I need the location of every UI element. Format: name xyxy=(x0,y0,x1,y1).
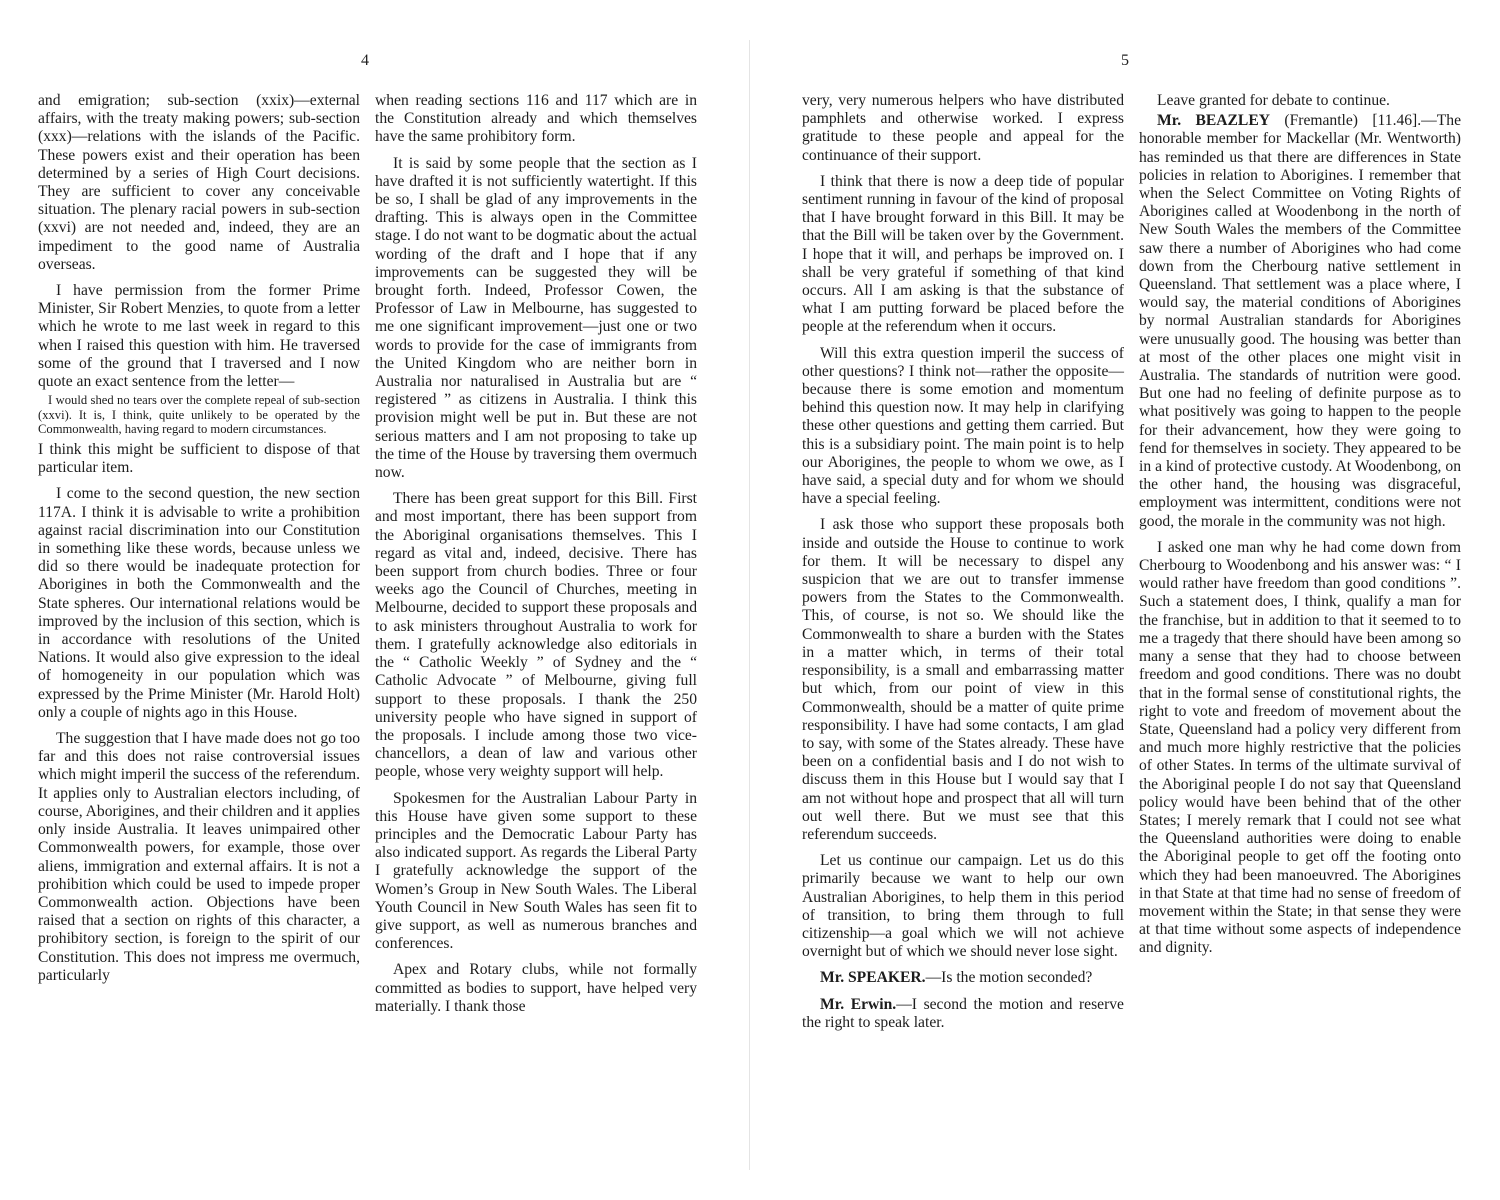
paragraph: Leave granted for debate to continue. xyxy=(1157,92,1390,109)
paragraph: I have permission from the former Prime Minister, Sir Robert Menzies, to quote from a letter which he wrote to me last week in regard to this when I raised this question with him. He traversed some of the ground that I traversed and I now quote an exact sentence from the letter— xyxy=(38,282,360,391)
paragraph: It is said by some people that the section as I have drafted it is not sufficiently watertight. If this be so, I shall be glad of any improvements in the drafting. This is always open in the Committee stage. I do not want to be dogmatic about the actual wording of the draft and I hope that if any improvements can be suggested they will be brought forth. Indeed, Professor Cowen, the Professor of Law in Melbourne, has suggested to me one significant improvement—just one or two words to provide for the case of immigrants from the United Kingdom who are neither born in Australia nor naturalised in Australia but are “ registered ” as citizens in Australia. I think this provision might well be put in. But these are not serious matters and I am not proposing to take up the time of the House by traversing them overmuch now. xyxy=(375,154,697,482)
speaker-exchange xyxy=(802,969,1124,987)
paragraph: The suggestion that I have made does not go too far and this does not raise controversial issues which might imperil the success of the referendum. It applies only to Australian electors including, of course, Aborigines, and their children and it applies only inside Australia. It leaves unimpaired other Commonwealth powers, for example, those over aliens, immigration and external affairs. It is not a prohibition which could be used to impede proper Commonwealth action. Objections have been raised that a section on rights of this character, a prohibitory section, is foreign to the spirit of our Constitution. This does not impress me overmuch, particularly xyxy=(38,730,360,984)
paragraph: Let us continue our campaign. Let us do this primarily because we want to help our own Australian Aborigines, to help them in this period of transition, to bring them through to full citizenship—a goal which we will not achieve overnight but of which we should never lose sight. xyxy=(802,852,1124,961)
paragraph: and emigration; sub-section (xxix)—external affairs, with the treaty making powers; sub-section (xxx)—relations with the islands of the Pacific. These powers exist and their operation has been determined by a series of High Court decisions. They are sufficient to cover any conceivable situation. The plenary racial powers in sub-section (xxvi) are not needed and, indeed, they are an impediment to the good name of Australia overseas. xyxy=(38,92,360,273)
speaker-name: Mr. BEAZLEY xyxy=(1157,112,1271,130)
paragraph: There has been great support for this Bill. First and most important, there has been support from the Aboriginal organisations themselves. This I regard as vital and, indeed, decisive. There has been support from church bodies. Three or four weeks ago the Council of Churches, meeting in Melbourne, decided to support these proposals and to ask ministers throughout Australia to work for them. I gratefully acknowledge also editorials in the “ Catholic Weekly ” of Sydney and the “ Catholic Advocate ” of Melbourne, giving full support to these proposals. I thank the 250 university people who have signed in support of the proposals. I include among those two vice-chancellors, a dean of law and various other people, whose very weighty support will help. xyxy=(375,490,697,781)
paragraph: I asked one man why he had come down from Cherbourg to Woodenbong and his answer was: “ I would rather have freedom than good conditions ”. Such a statement does, I think, qualify a man for the franchise, but in addition to that it seemed to to me a tragedy that there should have been among so many a sense that they had to choose between freedom and good conditions. There was no doubt that in the formal sense of constitutional rights, the right to vote and freedom of movement about the State, Queensland had a policy very different from and much more highly restrictive that the policies of other States. In terms of the ultimate survival of the Aboriginal people I do not say that Queensland policy would have been behind that of the other States; I merely remark that I could not see what the Queensland authorities were doing to enable the Aboriginal people to get off the footing onto which they had been manoeuvred. The Aborigines in that State at that time had no sense of freedom of movement within the State; in that sense they were at that time without some aspects of independence and dignity. xyxy=(1139,538,1461,957)
page-number: 5 xyxy=(1121,52,1129,69)
text-column xyxy=(802,92,1124,1032)
text-column xyxy=(1139,92,1461,958)
speech-text: —Is the motion seconded? xyxy=(925,969,1093,987)
speaker-name: Mr. Erwin. xyxy=(820,995,897,1013)
paragraph: I think that there is now a deep tide of popular sentiment running in favour of the kind of proposal that I have brought forward in this Bill. It may be that the Bill will be taken over by the Government. I hope that it will, and perhaps be improved on. I shall be very grateful if something of that kind occurs. All I am asking is that the substance of what I am putting forward be placed before the people at the referendum when it occurs. xyxy=(802,172,1124,336)
paragraph: I think this might be sufficient to dispose of that particular item. xyxy=(38,441,360,477)
paragraph: Apex and Rotary clubs, while not formally committed as bodies to support, have helped very materially. I thank those xyxy=(375,961,697,1015)
paragraph: Spokesmen for the Australian Labour Party in this House have given some support to these principles and the Democratic Labour Party has also indicated support. As regards the Liberal Party I gratefully acknowledge the support of the Women’s Group in New South Wales. The Liberal Youth Council in New South Wales has seen fit to give support, as well as numerous branches and conferences. xyxy=(375,789,697,953)
speaker-name: Mr. SPEAKER. xyxy=(820,969,926,987)
page-number: 4 xyxy=(361,52,369,69)
speech-text: (Fremantle) [11.46].— xyxy=(1270,112,1437,130)
paragraph: I ask those who support these proposals both inside and outside the House to continue to work for them. It will be necessary to dispel any suspicion that we are out to transfer immense powers from the States to the Commonwealth. This, of course, is not so. We should like the Commonwealth to share a burden with the States in a matter which, in terms of their total responsibility, is a small and embarrassing matter but which, from our point of view in this Commonwealth, should be a matter of quite prime responsibility. I have had some contacts, I am glad to say, with some of the States already. These have been on a confidential basis and I do not wish to discuss them in this House but I would say that I am not without hope and prospect that all will turn out well there. But we must see that this referendum succeeds. xyxy=(802,516,1124,843)
text-column xyxy=(38,92,360,985)
paragraph: Will this extra question imperil the success of other questions? I think not—rather the opposite—because there is some emotion and momentum behind this question now. It may help in clarifying these other questions and getting them carried. But this is a subsidiary point. The main point is to help our Aborigines, the people to whom we owe, as I have said, a special duty and for whom we should have a special feeling. xyxy=(802,344,1124,508)
page-right xyxy=(750,0,1500,1200)
paragraph: I come to the second question, the new section 117A. I think it is advisable to write a prohibition against racial discrimination into our Constitution in something like these words, because unless we did so there would be inadequate protection for Aborigines in both the Commonwealth and the State spheres. Our international relations would be improved by the inclusion of this section, which is in accordance with resolutions of the United Nations. It would also give expression to the ideal of homogeneity in our population which was expressed by the Prime Minister (Mr. Harold Holt) only a couple of nights ago in this House. xyxy=(38,485,360,721)
speaker-exchange xyxy=(1139,112,1461,531)
paragraph: when reading sections 116 and 117 which are in the Constitution already and which themselves have the same prohibitory form. xyxy=(375,92,697,146)
text-column xyxy=(375,92,697,1016)
speech-text: The honorable member for Mackellar (Mr. Wentworth) has reminded us that there are differences in State policies in relation to Aborigines. I remember that when the Select Committee on Voting Rights of Aborigines called at Woodenbong in the north of New South Wales the members of the Committee saw there a number of Aborigines who had come down from the Cherbourg native settlement in Queensland. That settlement was a place where, I would say, the material conditions of Aborigines by normal Australian standards for Aborigines were unusually good. The housing was better than at most of the other places one might visit in Australia. The standards of nutrition were good. But one had no feeling of definite purpose as to what positively was going to happen to the people for their advancement, how they were going to fend for themselves in society. They appeared to be in a kind of protective custody. At Woodenbong, on the other hand, the housing was disgraceful, employment was intermittent, conditions were not good, the morale in the community was not high. xyxy=(1139,112,1461,530)
paragraph: very, very numerous helpers who have distributed pamphlets and otherwise worked. I express gratitude to these people and appeal for the continuance of their support. xyxy=(802,92,1124,164)
block-quote: I would shed no tears over the complete repeal of sub-section (xxvi). It is, I think, quite unlikely to be operated by the Commonwealth, having regard to modern circumstances. xyxy=(38,393,360,437)
speaker-exchange xyxy=(802,996,1124,1032)
speech-text: —I second the motion and reserve the right to speak later. xyxy=(802,995,1124,1031)
